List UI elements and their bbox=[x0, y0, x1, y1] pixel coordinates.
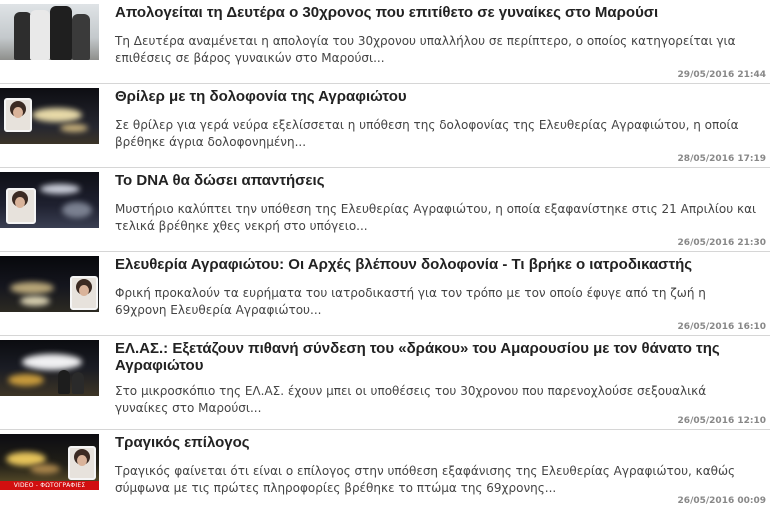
news-summary: Τη Δευτέρα αναμένεται η απολογία του 30χρονου υπαλλήλου σε περίπτερο, ο οποίος κατηγορείται για επιθέσεις σε βάρος γυναικών στο Μαρούσι... bbox=[115, 34, 736, 65]
news-title[interactable]: Τραγικός επίλογος bbox=[115, 434, 250, 451]
news-summary: Τραγικός φαίνεται ότι είναι ο επίλογος στην υπόθεση εξαφάνισης της Ελευθερίας Αγραφιώτου, καθώς σύμφωνα με τις πρώτες πληροφορίες βρέθηκε το πτώμα της 69χρονης... bbox=[115, 464, 736, 495]
news-item bbox=[0, 84, 770, 168]
news-title[interactable]: Απολογείται τη Δευτέρα ο 30χρονος που επιτίθετο σε γυναίκες στο Μαρούσι bbox=[115, 4, 659, 21]
news-thumbnail[interactable] bbox=[0, 256, 99, 312]
video-photos-caption: VIDEO - ΦΩΤΟΓΡΑΦΙΕΣ bbox=[0, 481, 99, 490]
news-thumbnail[interactable] bbox=[0, 172, 99, 228]
news-item bbox=[0, 336, 770, 430]
news-title[interactable]: ΕΛ.ΑΣ.: Εξετάζουν πιθανή σύνδεση του «δράκου» του Αμαρουσίου με τον θάνατο της Αγραφιώτου bbox=[115, 340, 720, 374]
news-summary: Σε θρίλερ για γερά νεύρα εξελίσσεται η υπόθεση της δολοφονίας της Ελευθερίας Αγραφιώτου, η οποία βρέθηκε άγρια δολοφονημένη... bbox=[115, 118, 739, 149]
news-title[interactable]: Το DNA θα δώσει απαντήσεις bbox=[115, 172, 325, 189]
news-date: 28/05/2016 17:19 bbox=[677, 154, 766, 164]
news-item bbox=[0, 252, 770, 336]
news-item bbox=[0, 0, 770, 84]
news-summary: Φρική προκαλούν τα ευρήματα του ιατροδικαστή για τον τρόπο με τον οποίο έφυγε από τη ζωή η 69χρονη Ελευθερία Αγραφιώτου... bbox=[115, 286, 706, 317]
news-thumbnail[interactable] bbox=[0, 88, 99, 144]
news-title[interactable]: Ελευθερία Αγραφιώτου: Οι Αρχές βλέπουν δολοφονία - Τι βρήκε ο ιατροδικαστής bbox=[115, 256, 693, 273]
news-item bbox=[0, 430, 770, 509]
news-item bbox=[0, 168, 770, 252]
portrait-image bbox=[68, 446, 96, 480]
portrait-image bbox=[70, 276, 98, 310]
portrait-image bbox=[4, 98, 32, 132]
news-title[interactable]: Θρίλερ με τη δολοφονία της Αγραφιώτου bbox=[115, 88, 407, 105]
news-date: 26/05/2016 16:10 bbox=[677, 322, 766, 332]
news-date: 26/05/2016 00:09 bbox=[677, 496, 766, 506]
news-summary: Στο μικροσκόπιο της ΕΛ.ΑΣ. έχουν μπει οι υποθέσεις του 30χρονου που παρενοχλούσε σεξουαλικά γυναίκες στο Μαρούσι... bbox=[115, 384, 707, 415]
news-date: 26/05/2016 12:10 bbox=[677, 416, 766, 426]
news-thumbnail[interactable] bbox=[0, 340, 99, 396]
news-thumbnail[interactable] bbox=[0, 434, 99, 490]
news-date: 26/05/2016 21:30 bbox=[677, 238, 766, 248]
news-summary: Μυστήριο καλύπτει την υπόθεση της Ελευθερίας Αγραφιώτου, η οποία εξαφανίστηκε στις 21 Απριλίου και τελικά βρέθηκε χθες νεκρή στο υπόγειο... bbox=[115, 202, 757, 233]
news-date: 29/05/2016 21:44 bbox=[677, 70, 766, 80]
portrait-image bbox=[6, 188, 36, 224]
news-thumbnail[interactable] bbox=[0, 4, 99, 60]
